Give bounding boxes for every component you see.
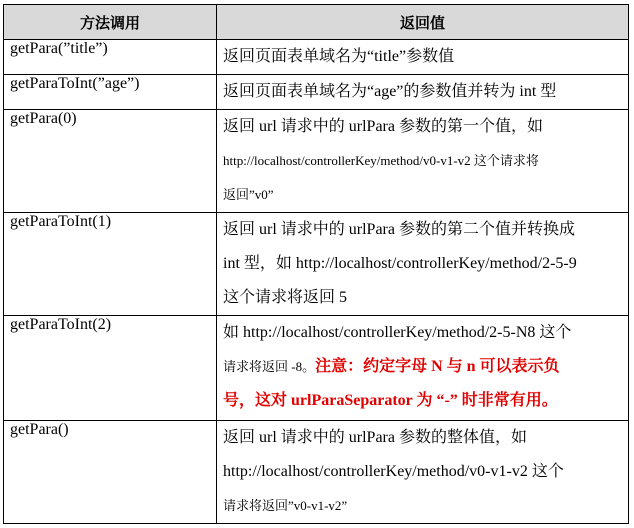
note-text: 号，这对 urlParaSeparator 为 “-” 时非常有用。 xyxy=(223,392,558,409)
table-row xyxy=(4,213,629,316)
desc-line: http://localhost/controllerKey/method/v0-v1-v2 这个 xyxy=(223,463,564,480)
desc-text: 请求将返回 -8。 xyxy=(223,359,316,374)
desc-line: http://localhost/controllerKey/method/v0-v1-v2 这个请求将 xyxy=(223,153,539,168)
header-method: 方法调用 xyxy=(4,5,217,40)
method-cell: getPara(”title”) xyxy=(4,40,217,75)
desc-line xyxy=(223,350,622,384)
method-cell: getPara(0) xyxy=(4,110,217,213)
desc-line: 返回 url 请求中的 urlPara 参数的整体值，如 xyxy=(223,429,527,446)
desc-line: int 型，如 http://localhost/controllerKey/method/2-5-9 xyxy=(223,255,577,272)
desc-cell xyxy=(217,316,629,421)
table-row xyxy=(4,40,629,75)
note-text: 注意：约定字母 N 与 n 可以表示负 xyxy=(315,358,560,375)
method-cell: getParaToInt(1) xyxy=(4,213,217,316)
desc-cell: 返回页面表单域名为“title”参数值 xyxy=(217,40,629,75)
desc-line: 返回 url 请求中的 urlPara 参数的第一个值，如 xyxy=(223,118,543,135)
desc-cell xyxy=(217,213,629,316)
api-table xyxy=(3,4,629,524)
desc-cell xyxy=(217,110,629,213)
desc-line: 返回”v0” xyxy=(223,187,274,202)
method-cell: getPara() xyxy=(4,421,217,524)
table-row xyxy=(4,421,629,524)
method-cell: getParaToInt(2) xyxy=(4,316,217,421)
desc-line: 这个请求将返回 5 xyxy=(223,289,348,306)
table-row xyxy=(4,110,629,213)
desc-cell xyxy=(217,421,629,524)
header-row xyxy=(4,5,629,40)
desc-line: 如 http://localhost/controllerKey/method/2-5-N8 这个 xyxy=(223,324,572,341)
header-return: 返回值 xyxy=(217,5,629,40)
table-row xyxy=(4,316,629,421)
method-cell: getParaToInt(”age”) xyxy=(4,75,217,110)
desc-line: 返回 url 请求中的 urlPara 参数的第二个值并转换成 xyxy=(223,221,575,238)
desc-cell: 返回页面表单域名为“age”的参数值并转为 int 型 xyxy=(217,75,629,110)
table-row xyxy=(4,75,629,110)
desc-line: 请求将返回”v0-v1-v2” xyxy=(223,498,348,513)
